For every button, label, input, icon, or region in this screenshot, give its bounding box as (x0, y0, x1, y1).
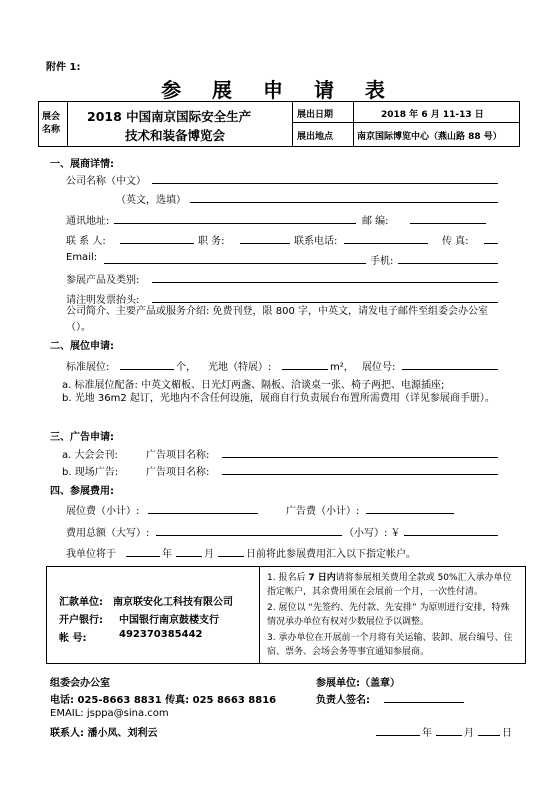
standard-booth-unit: 个， (176, 362, 196, 373)
total-small-field[interactable] (404, 535, 498, 536)
bank-label: 开户银行: (59, 615, 103, 626)
office-label: 组委会办公室 (50, 678, 110, 689)
invoice-field[interactable] (152, 302, 498, 303)
remit-text-start: 我单位将于 (66, 549, 116, 560)
exhibition-name-line1: 2018 中国南京国际安全生产 (87, 109, 252, 124)
payment-note-3: 3. 承办单位在开展前一个月将有关运输、装卸、展台编号、住宿、票务、会场会务等事宜通知参展商。 (267, 633, 513, 657)
remit-text-end: 日前将此参展费用汇入以下指定帐户。 (246, 549, 416, 560)
account-value: 492370385442 (119, 629, 203, 640)
booth-item-a: a. 标准展位配备: 中英文楣板、日光灯两盏、隔板、洽谈桌一张、椅子两把、电源插座; (62, 380, 445, 391)
space-field[interactable] (282, 369, 328, 370)
remit-year-field[interactable] (126, 556, 160, 557)
date-value: 2018 年 6 月 11-13 日 (381, 110, 484, 120)
total-capital-field[interactable] (156, 535, 342, 536)
mobile-label: 手机: (370, 256, 394, 267)
standard-booth-label: 标准展位: (66, 362, 110, 373)
contact-field[interactable] (120, 243, 194, 244)
office-tel-fax: 电话: 025-8663 8831 传真: 025 8663 8816 (50, 695, 277, 706)
email-label: Email: (66, 252, 98, 263)
sign-day-field[interactable] (478, 735, 500, 736)
address-field[interactable] (114, 223, 356, 224)
address-label: 通讯地址: (66, 216, 110, 227)
ad-b-label: b. 现场广告: (62, 467, 119, 478)
signature-field[interactable] (384, 702, 464, 703)
ad-a-label: a. 大会会刊: (62, 450, 118, 461)
invoice-label: 请注明发票抬头: (66, 295, 140, 306)
sign-month-label: 月 (464, 728, 474, 739)
ad-a-field[interactable] (222, 457, 498, 458)
exhibition-name-label: 展会 名称 (42, 112, 61, 135)
ad-fee-field[interactable] (366, 513, 454, 514)
venue-label: 展出地点 (297, 132, 334, 142)
payee-value: 南京联安化工科技有限公司 (113, 597, 233, 608)
exhibition-header-table (38, 101, 520, 147)
products-field[interactable] (152, 282, 498, 283)
ad-fee-label: 广告费（小计）: (286, 506, 360, 517)
office-email: EMAIL: jsppa@sina.com (50, 708, 169, 719)
company-en-label: （英文，选填） (116, 195, 186, 206)
sign-day-label: 日 (502, 728, 512, 739)
office-contacts: 联系人: 潘小凤、刘利云 (50, 728, 158, 739)
booth-fee-label: 展位费（小计）: (66, 506, 140, 517)
page-title: 参 展 申 请 表 (161, 78, 397, 102)
fax-label: 传 真: (442, 236, 469, 247)
sign-year-field[interactable] (376, 735, 420, 736)
products-label: 参展产品及类别: (66, 275, 140, 286)
mobile-field[interactable] (398, 263, 498, 264)
remit-year-label: 年 (162, 549, 172, 560)
remit-day-field[interactable] (218, 556, 244, 557)
company-cn-label: 公司名称（中文） (66, 176, 146, 187)
section4-heading: 四、参展费用: (50, 486, 114, 497)
company-en-field[interactable] (190, 202, 498, 203)
attachment-label: 附件 1: (46, 62, 81, 73)
standard-booth-field[interactable] (120, 369, 174, 370)
booth-item-b: b. 光地 36m2 起订，光地内不含任何设施，展商自行负责展台布置所需费用（详见参展商手册）。 (62, 393, 495, 404)
booth-fee-field[interactable] (148, 513, 258, 514)
section1-heading: 一、展商详情: (50, 159, 114, 170)
ad-b-field[interactable] (222, 474, 498, 475)
ad-b-item-label: 广告项目名称: (146, 467, 210, 478)
booth-no-field[interactable] (402, 369, 498, 370)
total-capital-label: 费用总额（大写）: (66, 528, 150, 539)
email-field[interactable] (104, 263, 366, 264)
unit-seal-label: 参展单位:（盖章） (316, 678, 400, 689)
section2-heading: 二、展位申请: (50, 341, 114, 352)
payment-box (46, 566, 526, 664)
ad-a-item-label: 广告项目名称: (146, 450, 210, 461)
payment-note-2: 2. 展位以 “先签约、先付款、先安排” 为原则进行安排，特殊情况承办单位有权对少数展位予以调整。 (267, 603, 510, 627)
phone-label: 联系电话: (294, 236, 338, 247)
zip-label: 邮 编: (362, 216, 389, 227)
sign-year-label: 年 (422, 728, 432, 739)
position-label: 职 务: (198, 236, 225, 247)
sign-month-field[interactable] (436, 735, 462, 736)
exhibition-name-line2: 技术和装备博览会 (125, 128, 226, 143)
company-intro-text: 公司简介、主要产品或服务介绍: 免费刊登，限 800 字，中英文，请发电子邮件至组委会办公室（）。 (66, 306, 488, 333)
bank-value: 中国银行南京鼓楼支行 (119, 615, 219, 626)
company-cn-field[interactable] (152, 183, 498, 184)
booth-no-label: 展位号: (362, 362, 396, 373)
venue-value: 南京国际博览中心（燕山路 88 号） (357, 132, 502, 142)
payment-note-1: 1. 报名后 7 日内请将参展相关费用全款或 50%汇入承办单位指定帐户，其余费用须在会展前一个月，一次性付清。 (267, 573, 512, 597)
remit-month-label: 月 (204, 549, 214, 560)
payee-label: 汇款单位: (59, 597, 103, 608)
date-label: 展出日期 (297, 110, 334, 120)
position-field[interactable] (240, 243, 290, 244)
phone-field[interactable] (344, 243, 428, 244)
zip-field[interactable] (410, 223, 486, 224)
fax-field[interactable] (484, 243, 498, 244)
signature-label: 负责人签名: (316, 695, 370, 706)
contact-label: 联 系 人: (66, 236, 106, 247)
remit-month-field[interactable] (176, 556, 202, 557)
space-label: 光地（特展）: (208, 362, 272, 373)
section3-heading: 三、广告申请: (50, 432, 114, 443)
space-unit: m²， (330, 362, 354, 373)
total-small-label: （小写）: ￥ (344, 528, 401, 539)
account-label: 帐 号: (59, 633, 87, 644)
